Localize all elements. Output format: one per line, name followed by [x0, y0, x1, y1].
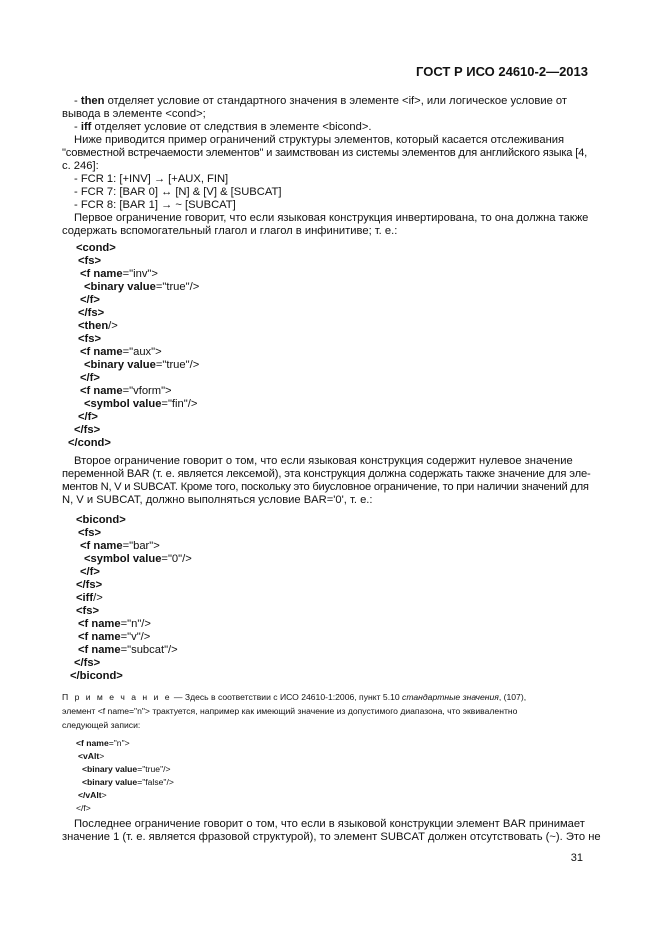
code-line: <cond> [76, 242, 116, 254]
note-line: следующей записи: [62, 720, 141, 730]
text-line: переменной BAR (т. е. является лексемой), эта конструкция должна содержать также значение для эле- [62, 468, 591, 480]
code-line: </fs> [74, 657, 101, 669]
text-line: - iff отделяет условие от следствия в элементе <bicond>. [74, 121, 372, 133]
code-line: <iff/> [76, 592, 103, 604]
code-line: <symbol value="fin"/> [84, 398, 198, 410]
document-header: ГОСТ Р ИСО 24610-2—2013 [416, 64, 588, 79]
text-line: Второе ограничение говорит о том, что если языковая конструкция содержит нулевое значение [74, 455, 573, 467]
code-line: </fs> [74, 424, 101, 436]
fcr-rule: - FCR 8: [BAR 1] → ~ [SUBCAT] [74, 199, 236, 211]
note-code-line: </vAlt> [78, 790, 107, 800]
code-line: <f name="aux"> [80, 346, 162, 358]
text-line: ментов N, V и SUBCAT. Кроме того, поскольку это биусловное ограничение, то при наличии значений для [62, 481, 589, 493]
code-line: </f> [80, 372, 100, 384]
text-line: - then отделяет условие от стандартного значения в элементе <if>, или логическое условие от [74, 95, 568, 107]
code-line: </cond> [68, 437, 111, 449]
text-line: вывода в элементе <cond>; [62, 108, 206, 120]
code-line: </f> [78, 411, 98, 423]
code-line: <binary value="true"/> [84, 359, 200, 371]
code-line: <fs> [76, 605, 100, 617]
page-number: 31 [570, 852, 583, 864]
text-line: "совместной встречаемости элементов" и заимствован из системы элементов для английского языка [4, [62, 147, 588, 159]
note-code-line: <vAlt> [78, 751, 105, 761]
code-line: <f name="v"/> [78, 631, 151, 643]
code-line: <binary value="true"/> [84, 281, 200, 293]
note-code-line: </f> [76, 803, 91, 813]
note-code-line: <f name="n"> [76, 738, 130, 748]
code-line: <bicond> [76, 514, 126, 526]
fcr-rule: - FCR 7: [BAR 0] ↔ [N] & [V] & [SUBCAT] [74, 186, 282, 198]
text-line: Последнее ограничение говорит о том, что если в языковой конструкции элемент BAR принимает [74, 818, 585, 830]
note-code-line: <binary value="true"/> [82, 764, 171, 774]
text-line: значение 1 (т. е. является фразовой структурой), то элемент SUBCAT должен отсутствовать (~). Это не [62, 831, 601, 843]
code-line: <f name="inv"> [80, 268, 158, 280]
code-line: <then/> [78, 320, 118, 332]
code-line: </fs> [78, 307, 105, 319]
code-line: <f name="bar"> [80, 540, 160, 552]
note-line: П р и м е ч а н и е — Здесь в соответствии с ИСО 24610-1:2006, пункт 5.10 стандартные значения, (107), [62, 692, 527, 702]
text-line: с. 246]: [62, 160, 99, 172]
code-line: <fs> [78, 527, 102, 539]
code-line: </fs> [76, 579, 103, 591]
text-line: Ниже приводится пример ограничений структуры элементов, который касается отслеживания [74, 134, 565, 146]
text-line: N, V и SUBCAT, должно выполняться условие BAR='0', т. е.: [62, 494, 373, 506]
note-line: элемент <f name="n"> трактуется, например как имеющий значение из допустимого диапазона, что эквивалентно [62, 706, 518, 716]
code-line: <fs> [78, 333, 102, 345]
code-line: <f name="subcat"/> [78, 644, 178, 656]
code-line: <symbol value="0"/> [84, 553, 192, 565]
text-line: Первое ограничение говорит, что если языковая конструкция инвертирована, то она должна также [74, 212, 589, 224]
code-line: <f name="n"/> [78, 618, 151, 630]
code-line: </bicond> [70, 670, 123, 682]
fcr-rule: - FCR 1: [+INV] → [+AUX, FIN] [74, 173, 229, 185]
code-line: </f> [80, 566, 100, 578]
note-code-line: <binary value="false"/> [82, 777, 174, 787]
code-line: <f name="vform"> [80, 385, 172, 397]
code-line: </f> [80, 294, 100, 306]
text-line: содержать вспомогательный глагол и глагол в инфинитиве; т. е.: [62, 225, 398, 237]
code-line: <fs> [78, 255, 102, 267]
